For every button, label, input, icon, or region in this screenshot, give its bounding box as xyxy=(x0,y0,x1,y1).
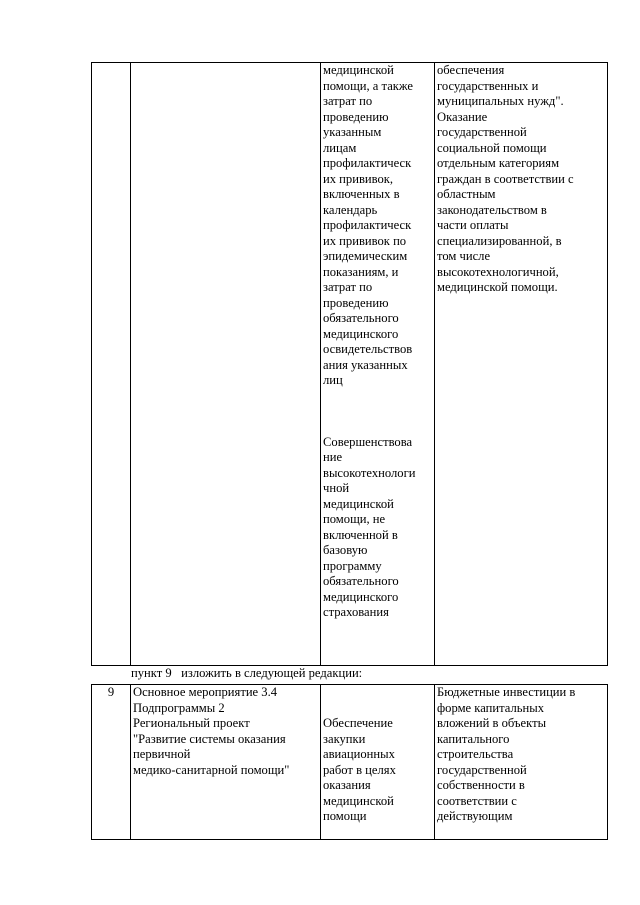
cell-description xyxy=(435,685,608,840)
measures-text-1: медицинской помощи, а также затрат по проведению указанным лицам профилактическ их прививок, включенных в календарь профилактическ их прививок по эпидемическим показаниям, и затрат по проведению обязательного медицинского освидетельствов ания указанных лиц xyxy=(323,63,414,387)
measures-text: Обеспечение закупки авиационных работ в целях оказания медицинской помощи xyxy=(323,716,396,823)
cell-number xyxy=(92,63,131,666)
cell-measures xyxy=(321,63,435,666)
cell-name xyxy=(131,63,321,666)
cell-name xyxy=(131,685,321,840)
cell-description xyxy=(435,63,608,666)
event-name: Основное мероприятие 3.4 Подпрограммы 2 Региональный проект "Развитие системы оказания первичной медико-санитарной помощи" xyxy=(133,685,290,777)
description-text: Бюджетные инвестиции в форме капитальных вложений в объекты капитального строительства государственной собственности в соответствии с действующим xyxy=(437,685,576,823)
table-row xyxy=(92,685,608,840)
measures-text-2: Совершенствова ние высокотехнологи чной медицинской помощи, не включенной в базовую программу обязательного медицинского страхования xyxy=(323,434,416,619)
continuation-table xyxy=(91,62,608,666)
cell-measures xyxy=(321,685,435,840)
table-row xyxy=(92,63,608,666)
amendment-note: пункт 9 изложить в следующей редакции: xyxy=(131,666,363,680)
item-number: 9 xyxy=(92,685,131,840)
description-text: обеспечения государственных и муниципальных нужд". Оказание государственной социальной помощи отдельным категориям граждан в соответствии с областным законодательством в части оплаты специализированной, в том числе высокотехнологичной, медицинской помощи. xyxy=(437,63,574,294)
item-9-table xyxy=(91,684,608,840)
